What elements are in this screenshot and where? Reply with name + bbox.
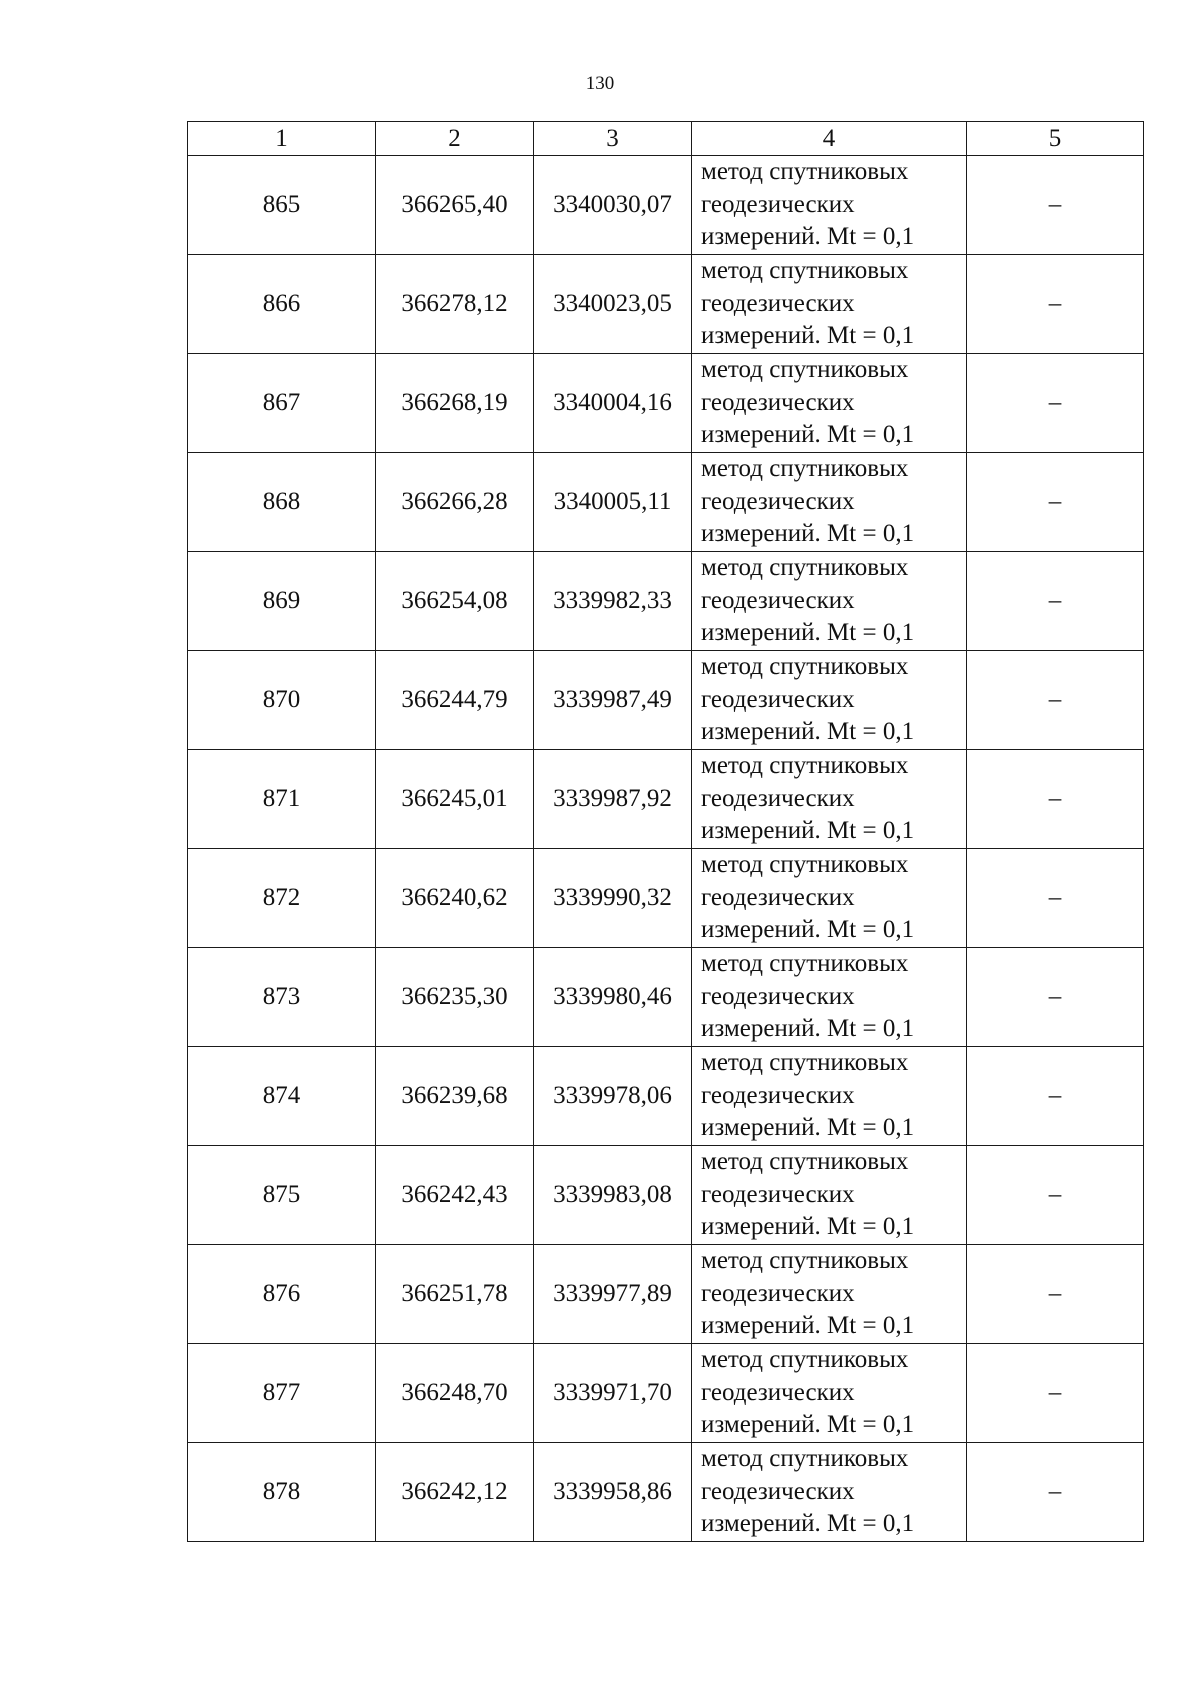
method-line: измерений. Mt = 0,1 (701, 520, 915, 548)
table-row (188, 849, 1144, 948)
table-header (188, 122, 1144, 156)
method-line: геодезических (701, 388, 855, 416)
method-line: измерений. Mt = 0,1 (701, 1312, 915, 1340)
x-coordinate-cell: 366248,70 (376, 1344, 534, 1443)
point-number-cell: 876 (188, 1245, 376, 1344)
method-line: метод спутниковых (701, 356, 909, 384)
method-cell (692, 255, 967, 354)
note-cell: – (967, 651, 1144, 750)
method-cell (692, 1245, 967, 1344)
method-line: метод спутниковых (701, 1247, 909, 1275)
point-number-cell: 871 (188, 750, 376, 849)
method-line: геодезических (701, 586, 855, 614)
note-cell: – (967, 750, 1144, 849)
table-row (188, 255, 1144, 354)
table-row (188, 1344, 1144, 1443)
method-line: геодезических (701, 784, 855, 812)
method-cell (692, 849, 967, 948)
method-line: метод спутниковых (701, 851, 909, 879)
x-coordinate-cell: 366251,78 (376, 1245, 534, 1344)
header-col-3: 3 (534, 122, 692, 156)
y-coordinate-cell: 3340005,11 (534, 453, 692, 552)
x-coordinate-cell: 366268,19 (376, 354, 534, 453)
method-line: геодезических (701, 289, 855, 317)
table-row (188, 1245, 1144, 1344)
x-coordinate-cell: 366265,40 (376, 156, 534, 255)
method-cell (692, 552, 967, 651)
header-col-1: 1 (188, 122, 376, 156)
point-number-cell: 877 (188, 1344, 376, 1443)
point-number-cell: 869 (188, 552, 376, 651)
point-number-cell: 873 (188, 948, 376, 1047)
table-row (188, 1443, 1144, 1542)
x-coordinate-cell: 366278,12 (376, 255, 534, 354)
method-line: измерений. Mt = 0,1 (701, 1213, 915, 1241)
y-coordinate-cell: 3339977,89 (534, 1245, 692, 1344)
method-line: измерений. Mt = 0,1 (701, 1510, 915, 1538)
method-cell (692, 156, 967, 255)
x-coordinate-cell: 366254,08 (376, 552, 534, 651)
table-row (188, 354, 1144, 453)
method-line: метод спутниковых (701, 950, 909, 978)
method-line: геодезических (701, 1378, 855, 1406)
y-coordinate-cell: 3339987,49 (534, 651, 692, 750)
method-line: метод спутниковых (701, 653, 909, 681)
x-coordinate-cell: 366242,12 (376, 1443, 534, 1542)
table-row (188, 1047, 1144, 1146)
method-line: геодезических (701, 1477, 855, 1505)
method-line: измерений. Mt = 0,1 (701, 1411, 915, 1439)
y-coordinate-cell: 3339983,08 (534, 1146, 692, 1245)
y-coordinate-cell: 3339990,32 (534, 849, 692, 948)
method-line: геодезических (701, 982, 855, 1010)
header-col-4: 4 (692, 122, 967, 156)
note-cell: – (967, 1344, 1144, 1443)
method-line: метод спутниковых (701, 1148, 909, 1176)
point-number-cell: 875 (188, 1146, 376, 1245)
method-line: метод спутниковых (701, 158, 909, 186)
note-cell: – (967, 1443, 1144, 1542)
method-line: геодезических (701, 883, 855, 911)
header-col-2: 2 (376, 122, 534, 156)
method-cell (692, 1443, 967, 1542)
note-cell: – (967, 255, 1144, 354)
point-number-cell: 874 (188, 1047, 376, 1146)
method-cell (692, 1047, 967, 1146)
method-line: метод спутниковых (701, 752, 909, 780)
method-line: метод спутниковых (701, 554, 909, 582)
table-row (188, 1146, 1144, 1245)
table-row (188, 453, 1144, 552)
table-row (188, 651, 1144, 750)
y-coordinate-cell: 3339980,46 (534, 948, 692, 1047)
point-number-cell: 878 (188, 1443, 376, 1542)
note-cell: – (967, 849, 1144, 948)
method-cell (692, 354, 967, 453)
point-number-cell: 872 (188, 849, 376, 948)
method-line: метод спутниковых (701, 257, 909, 285)
note-cell: – (967, 453, 1144, 552)
method-line: метод спутниковых (701, 455, 909, 483)
method-cell (692, 651, 967, 750)
x-coordinate-cell: 366242,43 (376, 1146, 534, 1245)
header-row (188, 122, 1144, 156)
method-line: метод спутниковых (701, 1346, 909, 1374)
point-number-cell: 867 (188, 354, 376, 453)
method-line: измерений. Mt = 0,1 (701, 916, 915, 944)
y-coordinate-cell: 3340004,16 (534, 354, 692, 453)
table-row (188, 948, 1144, 1047)
method-line: измерений. Mt = 0,1 (701, 718, 915, 746)
method-line: измерений. Mt = 0,1 (701, 1114, 915, 1142)
method-line: метод спутниковых (701, 1049, 909, 1077)
method-line: геодезических (701, 1279, 855, 1307)
method-line: геодезических (701, 1180, 855, 1208)
method-line: измерений. Mt = 0,1 (701, 817, 915, 845)
point-number-cell: 865 (188, 156, 376, 255)
note-cell: – (967, 552, 1144, 651)
note-cell: – (967, 156, 1144, 255)
y-coordinate-cell: 3339987,92 (534, 750, 692, 849)
point-number-cell: 870 (188, 651, 376, 750)
page-number: 130 (585, 73, 615, 94)
method-line: геодезических (701, 190, 855, 218)
point-number-cell: 866 (188, 255, 376, 354)
x-coordinate-cell: 366266,28 (376, 453, 534, 552)
y-coordinate-cell: 3339982,33 (534, 552, 692, 651)
x-coordinate-cell: 366240,62 (376, 849, 534, 948)
method-line: геодезических (701, 1081, 855, 1109)
table-row (188, 552, 1144, 651)
method-cell (692, 1344, 967, 1443)
method-line: измерений. Mt = 0,1 (701, 421, 915, 449)
y-coordinate-cell: 3340023,05 (534, 255, 692, 354)
note-cell: – (967, 1245, 1144, 1344)
method-line: измерений. Mt = 0,1 (701, 223, 915, 251)
x-coordinate-cell: 366235,30 (376, 948, 534, 1047)
method-cell (692, 750, 967, 849)
method-line: метод спутниковых (701, 1445, 909, 1473)
method-cell (692, 948, 967, 1047)
method-line: измерений. Mt = 0,1 (701, 322, 915, 350)
note-cell: – (967, 1047, 1144, 1146)
y-coordinate-cell: 3339978,06 (534, 1047, 692, 1146)
point-number-cell: 868 (188, 453, 376, 552)
table-row (188, 156, 1144, 255)
table-body (188, 156, 1144, 1542)
table-row (188, 750, 1144, 849)
method-line: геодезических (701, 685, 855, 713)
note-cell: – (967, 354, 1144, 453)
y-coordinate-cell: 3339971,70 (534, 1344, 692, 1443)
method-line: измерений. Mt = 0,1 (701, 1015, 915, 1043)
y-coordinate-cell: 3339958,86 (534, 1443, 692, 1542)
y-coordinate-cell: 3340030,07 (534, 156, 692, 255)
note-cell: – (967, 1146, 1144, 1245)
method-cell (692, 1146, 967, 1245)
method-line: геодезических (701, 487, 855, 515)
x-coordinate-cell: 366245,01 (376, 750, 534, 849)
header-col-5: 5 (967, 122, 1144, 156)
x-coordinate-cell: 366239,68 (376, 1047, 534, 1146)
x-coordinate-cell: 366244,79 (376, 651, 534, 750)
note-cell: – (967, 948, 1144, 1047)
method-cell (692, 453, 967, 552)
coordinates-table (187, 121, 1144, 1542)
method-line: измерений. Mt = 0,1 (701, 619, 915, 647)
